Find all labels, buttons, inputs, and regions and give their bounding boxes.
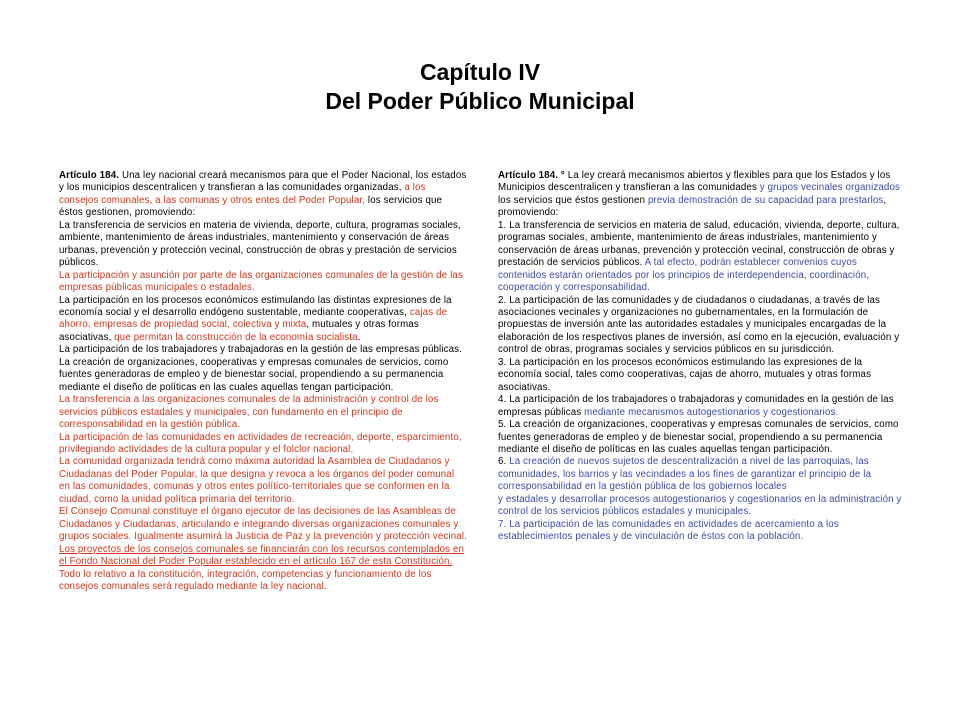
highlighted-text: y estadales y desarrollar procesos autogestionarios y cogestionarios en la administración y control de los servicios públicos estadales y municipales. (498, 493, 902, 518)
right-column-original-text (498, 170, 908, 544)
article-label: Artículo 184. ° (498, 170, 565, 181)
left-paragraph-6: La creación de organizaciones, cooperativas y empresas comunales de servicios, como fuentes generadoras de empleo y de bienestar social, propendiendo a su permanencia mediante el diseño de políticas en las cuales aquellas tengan participación. (59, 356, 449, 393)
right-paragraph-6: 5. La creación de organizaciones, cooperativas y empresas comunales de servicios, como fuentes generadoras de empleo y de bienestar social, propendiendo a su permanencia mediante el diseño de políticas en las cuales aquellas tengan participación. (498, 419, 899, 455)
left-paragraph-5: La participación de los trabajadores y trabajadoras en la gestión de las empresas públicas. (59, 344, 462, 356)
highlighted-text: mediante mecanismos autogestionarios y cogestionarios. (584, 406, 839, 418)
left-paragraph-2: La transferencia de servicios en materia de vivienda, deporte, cultura, programas sociales, ambiente, mantenimiento de áreas industriales, mantenimiento y conservación de áreas urbanas, prevención y protección vecinal, construcción de obras y prestación de servicios públicos. (59, 219, 461, 269)
right-paragraph-1: Artículo 184. ° La ley creará mecanismos abiertos y flexibles para que los Estados y los Municipios descentralicen y transfieran a las comunidades y grupos vecinales organizados los servicios que éstos gestionen previa demostración de su capacidad para prestarlos, promoviendo: (498, 170, 900, 219)
right-paragraph-4: 3. La participación en los procesos económicos estimulando las expresiones de la economía social, tales como cooperativas, cajas de ahorro, mutuales y otras formas asociativas. (498, 356, 872, 393)
highlighted-text: La creación de nuevos sujetos de descentralización a nivel de las parroquias, las comunidades, los barrios y las vecindades a los fines de garantizar el principio de la corresponsabilidad en la gestión pública de los gobiernos locales (498, 456, 872, 493)
right-paragraph-5: 4. La participación de los trabajadores o trabajadoras y comunidades en la gestión de las empresas públicas mediante mecanismos autogestionarios y cogestionarios. (498, 394, 894, 418)
left-column-current-text (59, 170, 467, 593)
left-paragraph-4: La participación en los procesos económicos estimulando las distintas expresiones de la economía social y el desarrollo endógeno sustentable, mediante cooperativas, cajas de ahorro, empresas de propiedad social, colectiva y mixta, mutuales y otras formas asociativas, que permitan la construcción de la economía socialista. (59, 294, 452, 343)
left-paragraph-10: El Consejo Comunal constituye el órgano ejecutor de las decisiones de las Asambleas de Ciudadanos y Ciudadanas, articulando e integrando diversas organizaciones comunales y grupos sociales. Igualmente asumirá la Justicia de Paz y la prevención y protección vecinal. (59, 506, 467, 543)
highlighted-text: A tal efecto, podrán establecer convenios cuyos contenidos estarán orientados por los principios de interdependencia, coordinación, cooperación y corresponsabilidad. (498, 257, 870, 294)
modified-text: cajas de ahorro, empresas de propiedad social, colectiva y mixta (59, 306, 448, 331)
highlighted-text: y grupos vecinales organizados (759, 182, 900, 194)
chapter-number: Capítulo IV (419, 59, 541, 85)
right-paragraph-3: 2. La participación de las comunidades y de ciudadanos o ciudadanas, a través de las asociaciones vecinales y organizaciones no gubernamentales, en la formulación de propuestas de inversión ante las autoridades estadales y municipales encargadas de la elaboración de los respectivos planes de inversión, así como en la ejecución, evaluación y control de obras, programas sociales y servicios públicos en su jurisdicción. (498, 294, 900, 356)
left-paragraph-12: Todo lo relativo a la constitución, integración, competencias y funcionamiento de los consejos comunales será regulado mediante la ley nacional. (59, 568, 432, 592)
article-label: Artículo 184. (59, 170, 120, 181)
right-paragraph-7: 6. La creación de nuevos sujetos de descentralización a nivel de las parroquias, las comunidades, los barrios y las vecindades a los fines de garantizar el principio de la corresponsabilidad en la gestión pública de los gobiernos locales y estadales y desarrollar procesos autogestionarios y cogestionarios en la administración y control de los servicios públicos estadales y municipales. (498, 456, 902, 518)
left-paragraph-7: La transferencia a las organizaciones comunales de la administración y control de los servicios públicos estadales y municipales, con fundamento en el principio de corresponsabilidad en la gestión pública. (59, 394, 439, 431)
left-paragraph-8: La participación de las comunidades en actividades de recreación, deporte, esparcimiento, privilegiando actividades de la cultura popular y el folclor nacional. (59, 431, 462, 455)
highlighted-text: previa demostración de su capacidad para prestarlos (647, 194, 884, 206)
right-paragraph-2: 1. La transferencia de servicios en materia de salud, educación, vivienda, deporte, cultura, programas sociales, ambiente, mantenimiento de áreas industriales, mantenimiento y conservación de áreas urbanas, prevención y protección vecinal, construcción de obras y prestación de servicios públicos. A tal efecto, podrán establecer convenios cuyos contenidos estarán orientados por los principios de interdependencia, coordinación, cooperación y corresponsabilidad. (498, 219, 900, 294)
right-paragraph-8: 7. La participación de las comunidades en actividades de acercamiento a los establecimientos penales y de vinculación de éstos con la población. (498, 518, 839, 543)
left-paragraph-1: Artículo 184. Una ley nacional creará mecanismos para que el Poder Nacional, los estados y los municipios descentralicen y transfieran a las comunidades organizadas, a los consejos comunales, a las comunas y otros entes del Poder Popular, los servicios que éstos gestionen, promoviendo: (59, 170, 467, 219)
chapter-name: Del Poder Público Municipal (325, 88, 635, 114)
chapter-title (0, 58, 960, 116)
modified-text: que permitan la construcción de la economía socialista (114, 331, 358, 343)
left-paragraph-9: La comunidad organizada tendrá como máxima autoridad la Asamblea de Ciudadanos y Ciudadanas del Poder Popular, la que designa y revoca a los órganos del poder comunal en las comunidades, comunas y otros entes político-territoriales que se conformen en la ciudad, como la unidad política primaria del territorio. (59, 456, 455, 505)
left-paragraph-3: La participación y asunción por parte de las organizaciones comunales de la gestión de las empresas públicas municipales o estadales. (59, 269, 463, 294)
modified-text: a los consejos comunales, a las comunas y otros entes del Poder Popular, (59, 182, 426, 206)
left-paragraph-11: Los proyectos de los consejos comunales se financiarán con los recursos contemplados en el Fondo Nacional del Poder Popular establecido en el artículo 167 de esta Constitución. (59, 543, 465, 568)
